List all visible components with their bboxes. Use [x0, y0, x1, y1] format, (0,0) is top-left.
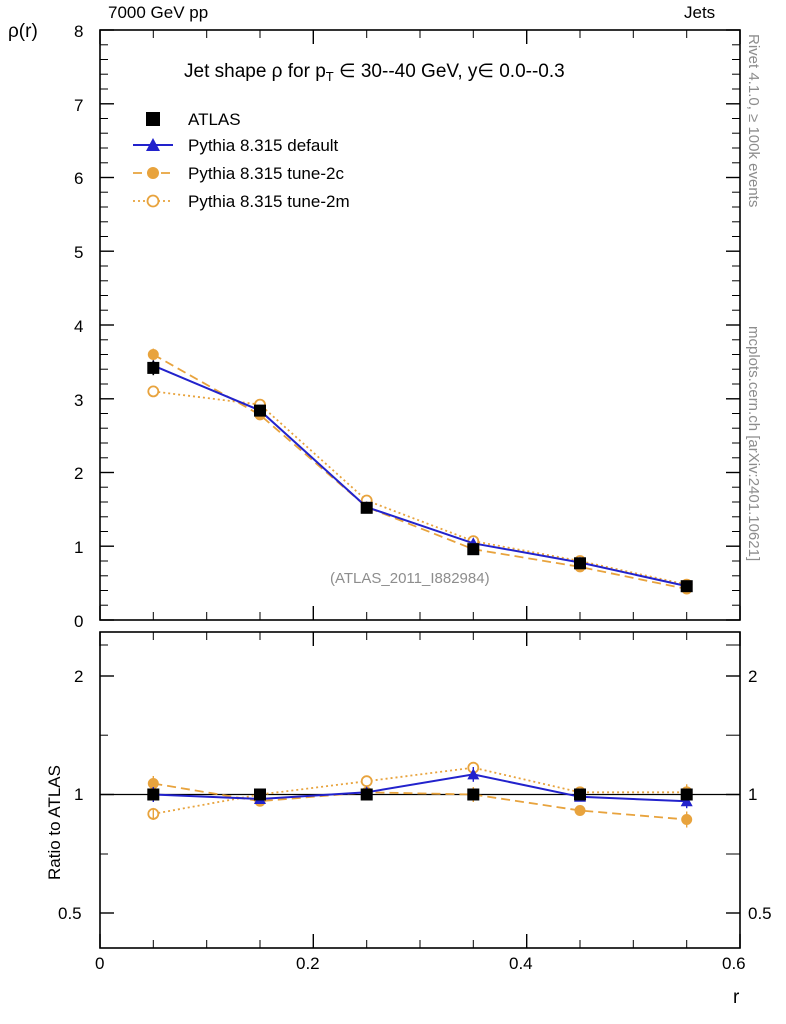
main-y-axis-label: ρ(r): [8, 21, 38, 42]
page-title: [184, 60, 565, 84]
main-y-tick-3: 3: [74, 391, 84, 410]
ratio-y-ticks: [100, 645, 740, 913]
legend-label-tune-2c[interactable]: Pythia 8.315 tune-2c: [188, 164, 344, 183]
x-tick-04: 0.4: [509, 954, 533, 973]
header-left-label: 7000 GeV pp: [108, 3, 209, 22]
x-tick-02: 0.2: [296, 954, 320, 973]
x-tick-0: 0: [95, 954, 105, 973]
ratio-y-tick-1-right: 1: [748, 785, 758, 804]
main-y-tick-0: 0: [74, 612, 84, 631]
title-mid: for p: [282, 61, 326, 82]
ratio-y-tick-05-left: 0.5: [58, 904, 82, 923]
main-y-tick-8: 8: [74, 22, 84, 41]
title-subscript: T: [325, 69, 334, 84]
series-tune-2m-ratio: [148, 763, 691, 820]
title-rho: ρ: [271, 61, 283, 82]
main-y-tick-1: 1: [74, 538, 84, 557]
series-tune-2c-main: [148, 349, 691, 594]
analysis-watermark: (ATLAS_2011_I882984): [330, 570, 490, 587]
series-atlas-main: [147, 361, 692, 593]
legend-marker-atlas: [146, 112, 160, 126]
legend-label-pythia-default[interactable]: Pythia 8.315 default: [188, 136, 339, 155]
mcplots-reference-caption: mcplots.cern.ch [arXiv:2401.10621]: [745, 326, 762, 562]
ratio-y-tick-2-left: 2: [74, 667, 84, 686]
title-post: ∈ 30--40 GeV, y∈ 0.0--0.3: [333, 61, 565, 82]
legend-marker-pythia-default: [133, 138, 173, 151]
header-right-label: Jets: [684, 3, 716, 22]
ratio-y-axis-label: Ratio to ATLAS: [45, 765, 64, 880]
legend-marker-tune-2c: [133, 168, 173, 179]
rivet-version-caption: Rivet 4.1.0, ≥ 100k events: [745, 34, 762, 208]
series-pythia-default-ratio: [147, 767, 692, 808]
title-pre: Jet shape: [184, 61, 272, 82]
series-tune-2m-main: [148, 386, 691, 589]
ratio-y-tick-1-left: 1: [74, 785, 84, 804]
series-pythia-default-main: [147, 360, 692, 591]
legend-label-atlas[interactable]: ATLAS: [188, 110, 241, 129]
legend-label-tune-2m[interactable]: Pythia 8.315 tune-2m: [188, 192, 350, 211]
main-y-tick-5: 5: [74, 243, 84, 262]
main-y-tick-4: 4: [74, 317, 84, 336]
main-y-tick-6: 6: [74, 169, 84, 188]
main-y-tick-7: 7: [74, 96, 84, 115]
main-y-tick-2: 2: [74, 464, 84, 483]
ratio-y-tick-05-right: 0.5: [748, 904, 772, 923]
x-tick-06: 0.6: [722, 954, 746, 973]
x-axis-label: r: [733, 987, 740, 1008]
legend-marker-tune-2m: [133, 196, 173, 207]
ratio-y-tick-2-right: 2: [748, 667, 758, 686]
legend-markers: [133, 112, 173, 207]
